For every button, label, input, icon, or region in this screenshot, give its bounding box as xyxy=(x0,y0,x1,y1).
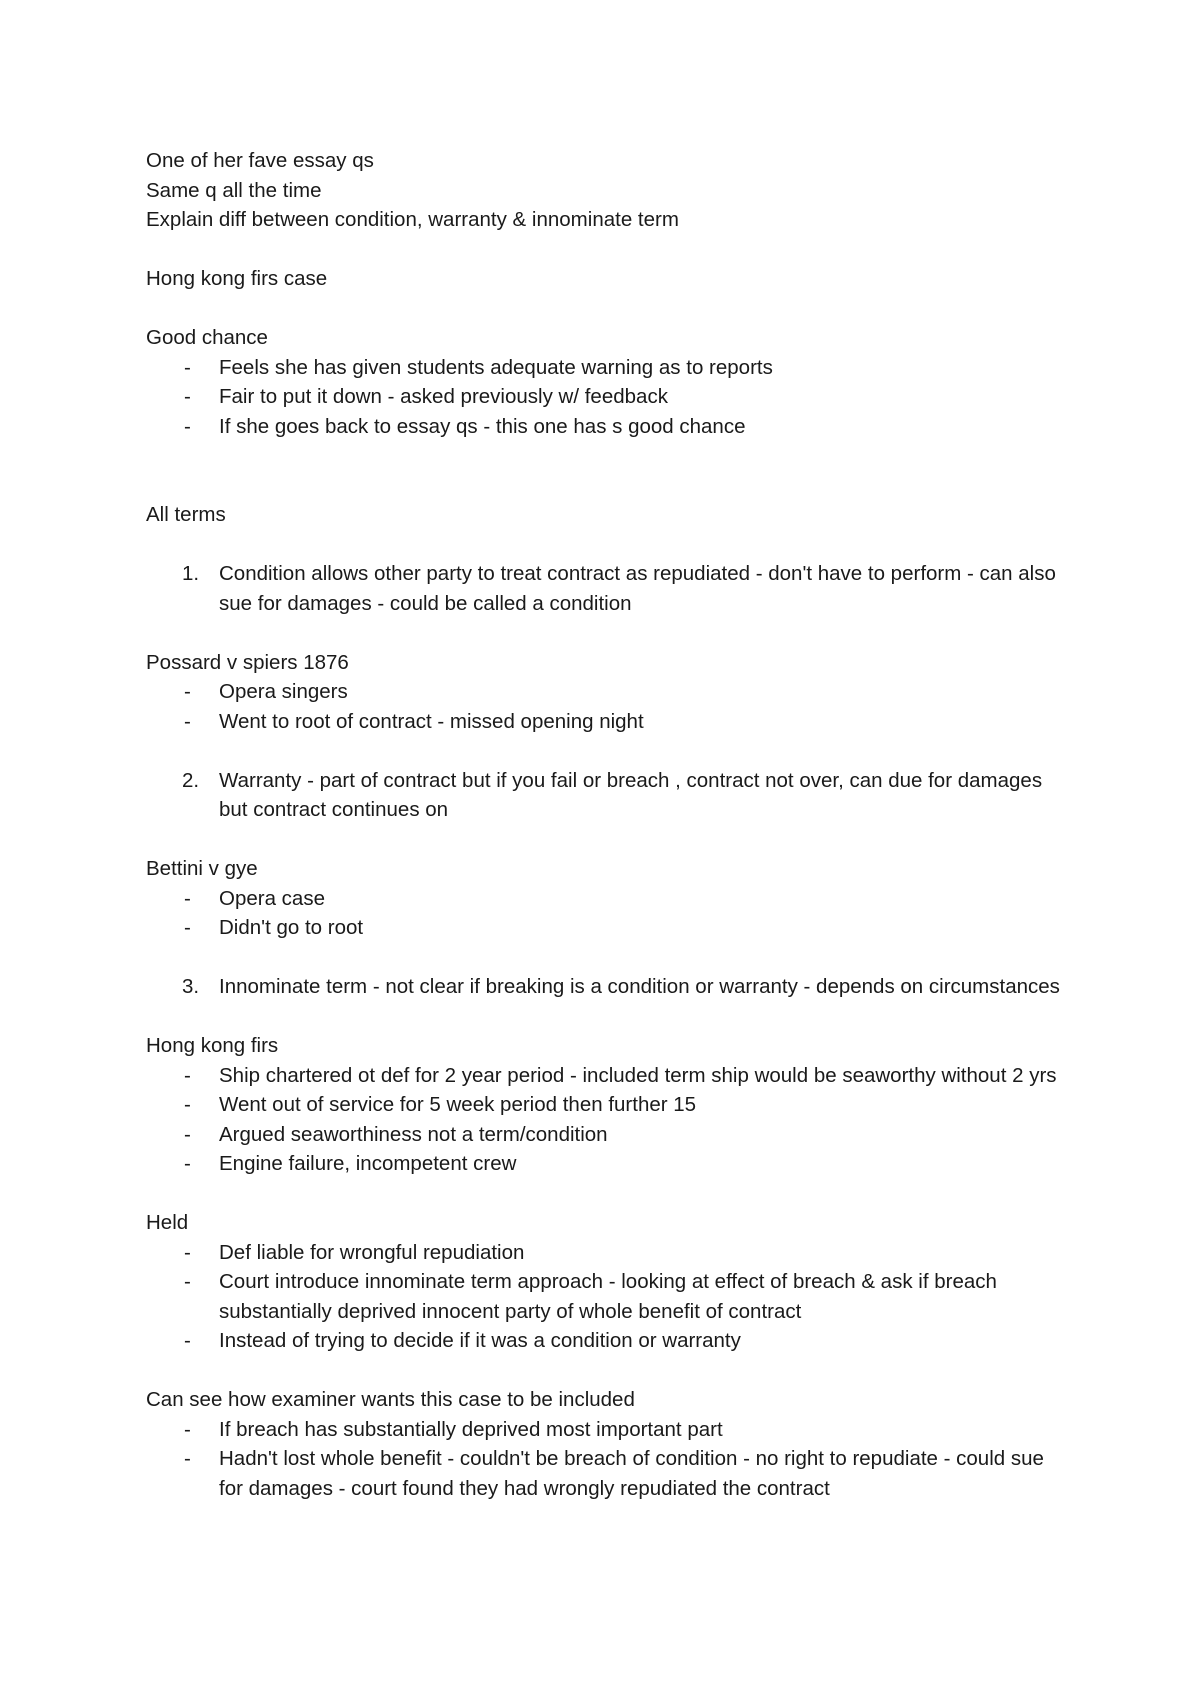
bullet-marker: - xyxy=(184,1329,191,1352)
bullet-marker: - xyxy=(184,385,191,408)
bullet-text: Engine failure, incompetent crew xyxy=(219,1152,517,1175)
document-body xyxy=(146,146,1066,1503)
spacer xyxy=(146,530,1066,560)
bullet-text: Opera singers xyxy=(219,680,348,703)
intro-line: Explain diff between condition, warranty & innominate term xyxy=(146,208,679,231)
bullet-marker: - xyxy=(184,916,191,939)
bullet-marker: - xyxy=(184,1122,191,1146)
bullet-text: Court introduce innominate term approach - looking at effect of breach & ask if breach substantially deprived innocent party of whole benefit of contract xyxy=(219,1270,997,1323)
bullet-item xyxy=(146,1267,1066,1326)
numbered-item xyxy=(146,766,1066,825)
intro-line: Same q all the time xyxy=(146,178,322,202)
number-marker: 2. xyxy=(182,768,200,792)
bullet-marker: - xyxy=(184,709,191,733)
bullet-marker: - xyxy=(184,1447,191,1470)
spacer xyxy=(146,736,1066,766)
bullet-item xyxy=(146,382,1066,412)
spacer xyxy=(146,1179,1066,1209)
bullet-item xyxy=(146,677,1066,707)
section-heading: Bettini v gye xyxy=(146,857,258,880)
bullet-text: Went out of service for 5 week period then further 15 xyxy=(219,1093,697,1116)
bullet-item xyxy=(146,1120,1066,1150)
bullet-text: Argued seaworthiness not a term/condition xyxy=(219,1122,608,1146)
numbered-text: Warranty - part of contract but if you fail or breach , contract not over, can due for damages but contract continues on xyxy=(219,768,1043,821)
intro-line: One of her fave essay qs xyxy=(146,149,374,172)
bullet-marker: - xyxy=(184,886,191,910)
bullet-item xyxy=(146,1415,1066,1445)
bullet-item xyxy=(146,1061,1066,1091)
bullet-marker: - xyxy=(184,1063,191,1087)
bullet-marker: - xyxy=(184,1270,191,1293)
number-marker: 1. xyxy=(182,562,200,585)
section-heading: Can see how examiner wants this case to be included xyxy=(146,1388,635,1411)
section-heading: Held xyxy=(146,1211,189,1234)
bullet-marker: - xyxy=(184,680,191,703)
bullet-text: Hadn't lost whole benefit - couldn't be breach of condition - no right to repudiate - could sue for damages - court found they had wrongly repudiated the contract xyxy=(219,1447,1044,1500)
spacer xyxy=(146,1002,1066,1032)
spacer xyxy=(146,943,1066,973)
bullet-item xyxy=(146,884,1066,914)
bullet-item xyxy=(146,1326,1066,1356)
bullet-item xyxy=(146,913,1066,943)
spacer xyxy=(146,618,1066,648)
section-heading: Possard v spiers 1876 xyxy=(146,650,349,674)
number-marker: 3. xyxy=(182,975,200,998)
spacer xyxy=(146,441,1066,500)
section-heading: Hong kong firs xyxy=(146,1034,279,1057)
bullet-item xyxy=(146,1149,1066,1179)
numbered-text: Condition allows other party to treat contract as repudiated - don't have to perform - can also sue for damages - could be called a condition xyxy=(219,562,1056,615)
numbered-item xyxy=(146,972,1066,1002)
bullet-text: Instead of trying to decide if it was a condition or warranty xyxy=(219,1329,741,1352)
bullet-text: Ship chartered ot def for 2 year period - included term ship would be seaworthy without 2 yrs xyxy=(219,1063,1057,1087)
bullet-text: Def liable for wrongful repudiation xyxy=(219,1240,525,1264)
bullet-item xyxy=(146,412,1066,442)
bullet-marker: - xyxy=(184,355,191,379)
bullet-text: Went to root of contract - missed opening night xyxy=(219,709,644,733)
bullet-text: Opera case xyxy=(219,886,325,910)
bullet-text: Feels she has given students adequate warning as to reports xyxy=(219,355,773,379)
section-heading: All terms xyxy=(146,503,226,526)
spacer xyxy=(146,825,1066,855)
bullet-item xyxy=(146,1238,1066,1268)
spacer xyxy=(146,294,1066,324)
bullet-marker: - xyxy=(184,1093,191,1116)
bullet-marker: - xyxy=(184,1152,191,1175)
numbered-item xyxy=(146,559,1066,618)
bullet-marker: - xyxy=(184,1240,191,1264)
hong-kong-case-line: Hong kong firs case xyxy=(146,267,328,290)
spacer xyxy=(146,235,1066,265)
bullet-marker: - xyxy=(184,414,191,438)
section-heading: Good chance xyxy=(146,326,268,349)
bullet-item xyxy=(146,1444,1066,1503)
bullet-text: If breach has substantially deprived most important part xyxy=(219,1417,723,1441)
bullet-item xyxy=(146,353,1066,383)
bullet-marker: - xyxy=(184,1417,191,1441)
bullet-text: If she goes back to essay qs - this one has s good chance xyxy=(219,414,746,438)
bullet-text: Didn't go to root xyxy=(219,916,364,939)
spacer xyxy=(146,1356,1066,1386)
bullet-item xyxy=(146,707,1066,737)
numbered-text: Innominate term - not clear if breaking is a condition or warranty - depends on circumstances xyxy=(219,975,1060,998)
bullet-item xyxy=(146,1090,1066,1120)
bullet-text: Fair to put it down - asked previously w/ feedback xyxy=(219,385,668,408)
